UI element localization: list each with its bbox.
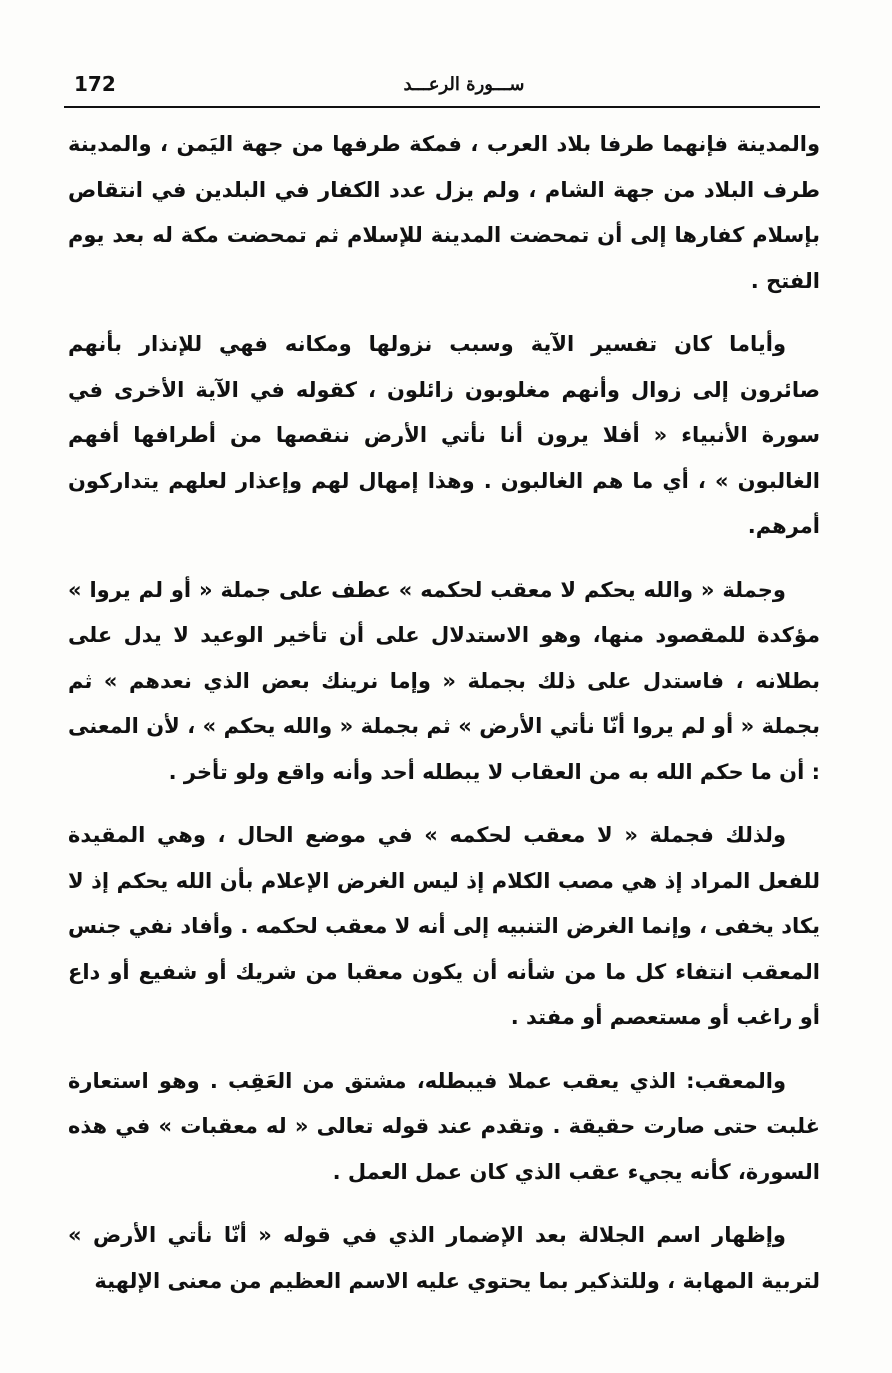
paragraph-3: وجملة « والله يحكم لا معقب لحكمه » عطف على جملة « أو لم يروا » مؤكدة للمقصود منها، وهو الاستدلال على أن تأخير الوعيد لا يدل على بطلانه ، فاستدل على ذلك بجملة « وإما نرينك بعض الذي نعدهم » ثم بجملة « أو لم يروا أنّا نأتي الأرض » ثم بجملة « والله يحكم » ، لأن المعنى : أن ما حكم الله به من العقاب لا يبطله أحد وأنه واقع ولو تأخر . [68, 577, 820, 784]
paragraph-2: وأياما كان تفسير الآية وسبب نزولها ومكانه فهي للإنذار بأنهم صائرون إلى زوال وأنهم مغلوبون زائلون ، كقوله في الآية الأخرى في سورة الأنبياء « أفلا يرون أنا نأتي الأرض ننقصها من أطرافها أفهم الغالبون » ، أي ما هم الغالبون . وهذا إمهال لهم وإعذار لعلهم يتداركون أمرهم. [68, 332, 820, 538]
page-header [64, 66, 820, 108]
surah-title: ســـورة الرعـــد [403, 74, 525, 95]
page-body [68, 122, 820, 1322]
paragraph-4: ولذلك فجملة « لا معقب لحكمه » في موضع الحال ، وهي المقيدة للفعل المراد إذ هي مصب الكلام إذ ليس الغرض الإعلام بأن الله يحكم إذ لا يكاد يخفى ، وإنما الغرض التنبيه إلى أنه لا معقب لحكمه . وأفاد نفي جنس المعقب انتفاء كل ما من شأنه أن يكون معقبا من شريك أو شفيع أو داع أو راغب أو مستعصم أو مفتد . [68, 823, 820, 1029]
paragraph-1: والمدينة فإنهما طرفا بلاد العرب ، فمكة طرفها من جهة اليَمن ، والمدينة طرف البلاد من جهة الشام ، ولم يزل عدد الكفار في البلدين في انتقاص بإسلام كفارها إلى أن تمحضت المدينة للإسلام ثم تمحضت مكة له بعد يوم الفتح . [68, 132, 820, 293]
page-number: 172 [74, 72, 116, 96]
paragraph-5: والمعقب: الذي يعقب عملا فيبطله، مشتق من العَقِب . وهو استعارة غلبت حتى صارت حقيقة . وتقدم عند قوله تعالى « له معقبات » في هذه السورة، كأنه يجيء عقب الذي كان عمل العمل . [68, 1068, 820, 1184]
paragraph-6: وإظهار اسم الجلالة بعد الإضمار الذي في قوله « أنّا نأتي الأرض » لتربية المهابة ، وللتذكير بما يحتوي عليه الاسم العظيم من معنى الإلهية [68, 1223, 820, 1293]
